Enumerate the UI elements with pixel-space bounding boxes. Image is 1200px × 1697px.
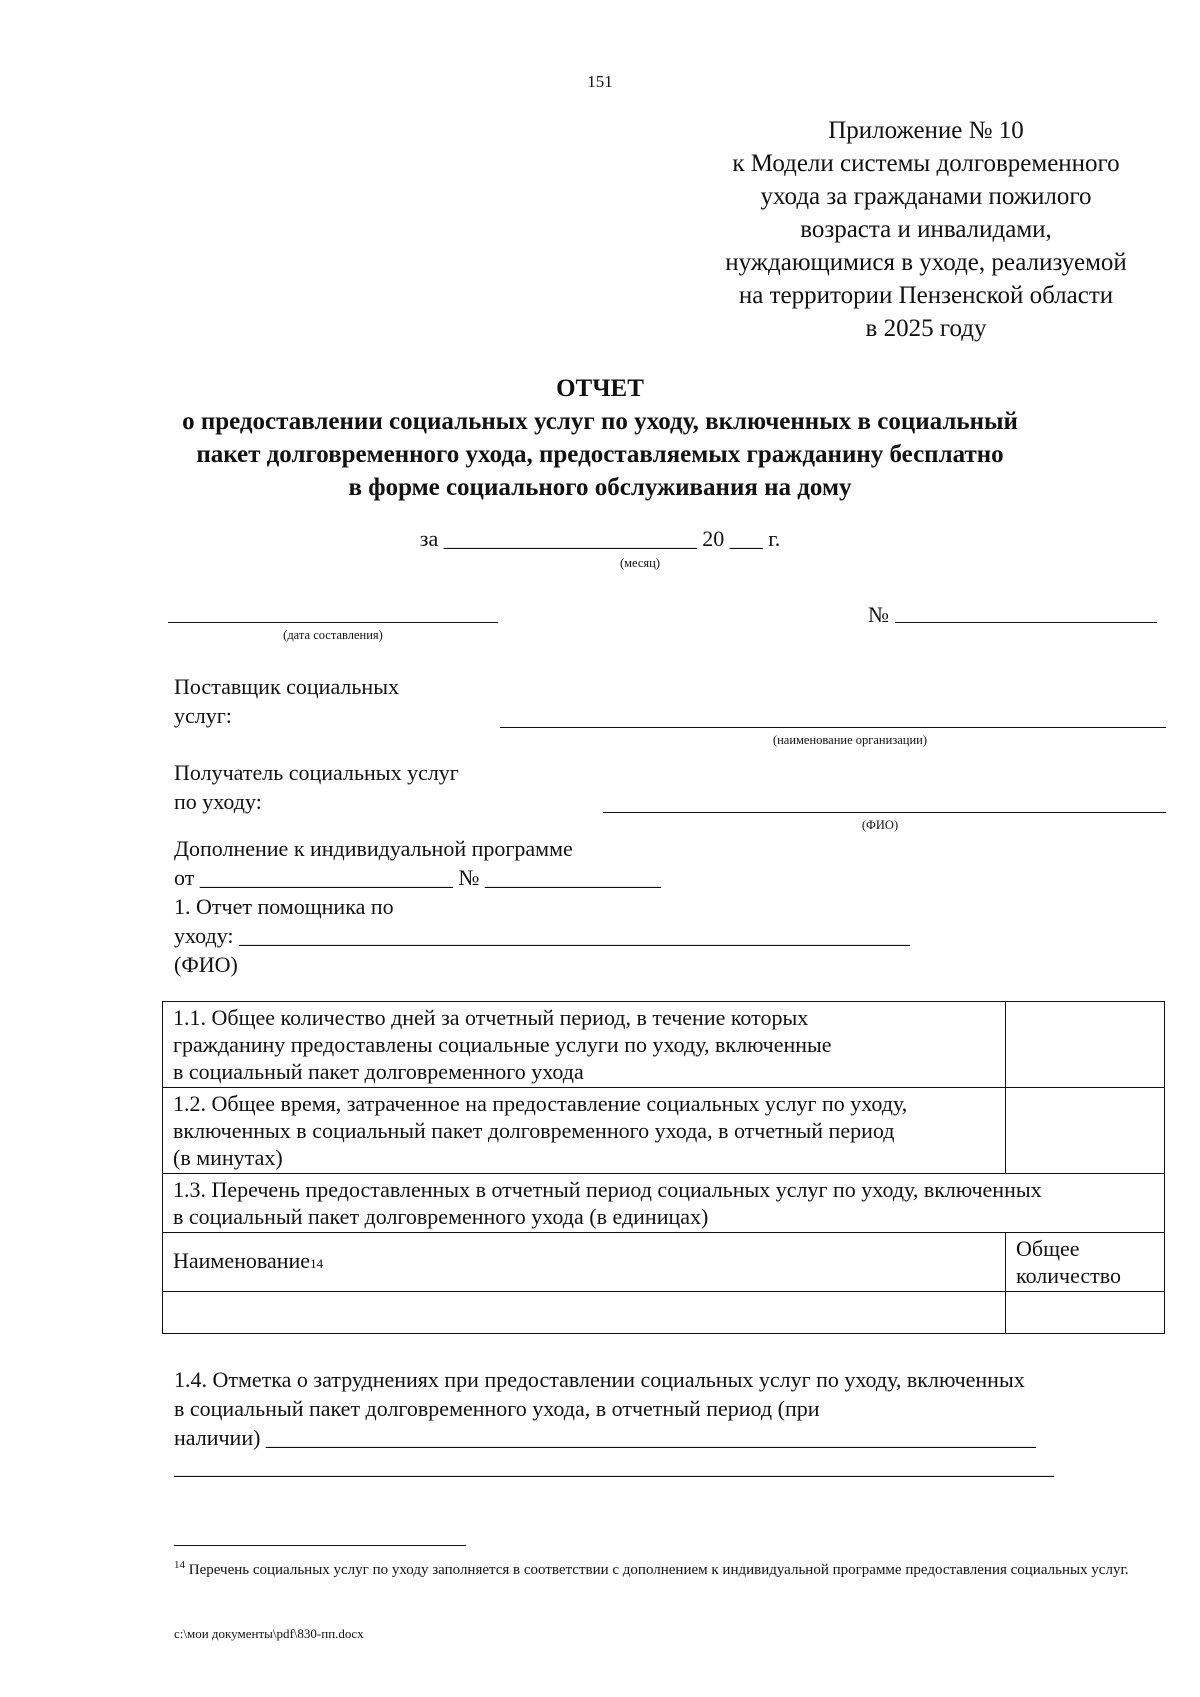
cell-line: 1.1. Общее количество дней за отчетный период, в течение которых (173, 1005, 809, 1030)
cell-line: 1.2. Общее время, затраченное на предоставление социальных услуг по уходу, (173, 1091, 908, 1116)
date-caption: (дата составления) (283, 628, 383, 642)
month-caption: (месяц) (619, 556, 661, 570)
cell-line: (в минутах) (173, 1145, 283, 1170)
difficulties-line: 1.4. Отметка о затруднениях при предоставлении социальных услуг по уходу, включенных (174, 1367, 1025, 1392)
cell-line: Общее (1016, 1236, 1080, 1261)
days-value-cell[interactable] (1006, 1002, 1165, 1088)
title-heading: ОТЧЕТ (556, 375, 644, 402)
number-field-line (895, 622, 1157, 623)
cell-line: гражданину предоставлены социальные услуги по уходу, включенные (173, 1032, 832, 1057)
table-row (163, 1002, 1165, 1088)
title-line: в форме социального обслуживания на дому (348, 474, 852, 501)
provider-label-line: услуг: (174, 703, 232, 728)
appendix-block (686, 114, 1166, 345)
appendix-line: Приложение № 10 (828, 117, 1024, 144)
cell-line: включенных в социальный пакет долговременного ухода, в отчетный период (173, 1118, 895, 1143)
service-name-cell[interactable] (163, 1292, 1006, 1334)
footer-file-path: c:\мои документы\pdf\830-пп.docx (174, 1626, 364, 1641)
footnote-ref: 14 (310, 1256, 324, 1271)
service-count-cell[interactable] (1006, 1292, 1165, 1334)
footnote-text: Перечень социальных услуг по уходу заполняется в соответствии с дополнением к индивидуальной программе предоставления социальных услуг. (185, 1562, 1129, 1578)
provider-label-line: Поставщик социальных (174, 674, 399, 699)
appendix-line: ухода за гражданами пожилого (760, 183, 1092, 210)
appendix-line: на территории Пензенской области (738, 282, 1114, 309)
appendix-line: нуждающимися в уходе, реализуемой (725, 249, 1127, 276)
column-header-name-text: Наименование (173, 1248, 311, 1273)
supplement-line: от _______________________ № ________________ (174, 865, 661, 890)
supplement-line: Дополнение к индивидуальной программе (174, 836, 573, 861)
provider-caption: (наименование организации) (772, 733, 928, 747)
table-header-row (163, 1233, 1165, 1292)
assistant-line: (ФИО) (174, 952, 238, 977)
appendix-line: возраста и инвалидами, (800, 216, 1052, 243)
recipient-caption: (ФИО) (861, 818, 899, 832)
title-line: пакет долговременного ухода, предоставляемых гражданину бесплатно (196, 441, 1004, 468)
cell-line: 1.3. Перечень предоставленных в отчетный период социальных услуг по уходу, включенных (173, 1177, 1042, 1202)
report-period: за _______________________ 20 ___ г. (419, 526, 781, 551)
table-row (163, 1174, 1165, 1233)
difficulties-block (174, 1365, 1054, 1481)
table-cell (163, 1088, 1006, 1174)
assistant-line: 1. Отчет помощника по (174, 894, 394, 919)
recipient-label-line: по уходу: (174, 789, 262, 814)
table-cell (163, 1002, 1006, 1088)
recipient-field-line (603, 812, 1166, 813)
difficulties-line: ________________________________________________________________________________ (174, 1454, 1054, 1479)
provider-field-line (500, 727, 1166, 728)
title-line: о предоставлении социальных услуг по уходу, включенных в социальный (182, 408, 1018, 435)
footnote-marker: 14 (174, 1559, 185, 1571)
table-row (163, 1292, 1165, 1334)
table-cell (163, 1174, 1165, 1233)
column-header-name (163, 1233, 1006, 1292)
footnote (174, 1555, 1159, 1580)
difficulties-line: наличии) ______________________________________________________________________ (174, 1425, 1036, 1450)
cell-line: в социальный пакет долговременного ухода (173, 1059, 584, 1084)
date-field-line (168, 622, 498, 623)
supplement-block (174, 834, 910, 979)
assistant-line: уходу: _____________________________________________________________ (174, 923, 911, 948)
provider-label (174, 672, 399, 730)
table-row (163, 1088, 1165, 1174)
recipient-label (174, 758, 459, 816)
minutes-value-cell[interactable] (1006, 1088, 1165, 1174)
number-label: № (868, 602, 889, 627)
page-number: 151 (587, 72, 613, 91)
cell-line: количество (1016, 1263, 1122, 1288)
column-header-total (1006, 1233, 1165, 1292)
report-table (162, 1001, 1165, 1334)
cell-line: в социальный пакет долговременного ухода (в единицах) (173, 1204, 709, 1229)
appendix-line: к Модели системы долговременного (732, 150, 1120, 177)
appendix-line: в 2025 году (865, 315, 987, 342)
report-title (100, 372, 1100, 504)
recipient-label-line: Получатель социальных услуг (174, 760, 459, 785)
difficulties-line: в социальный пакет долговременного ухода, в отчетный период (при (174, 1396, 820, 1421)
footnote-separator (174, 1545, 466, 1546)
